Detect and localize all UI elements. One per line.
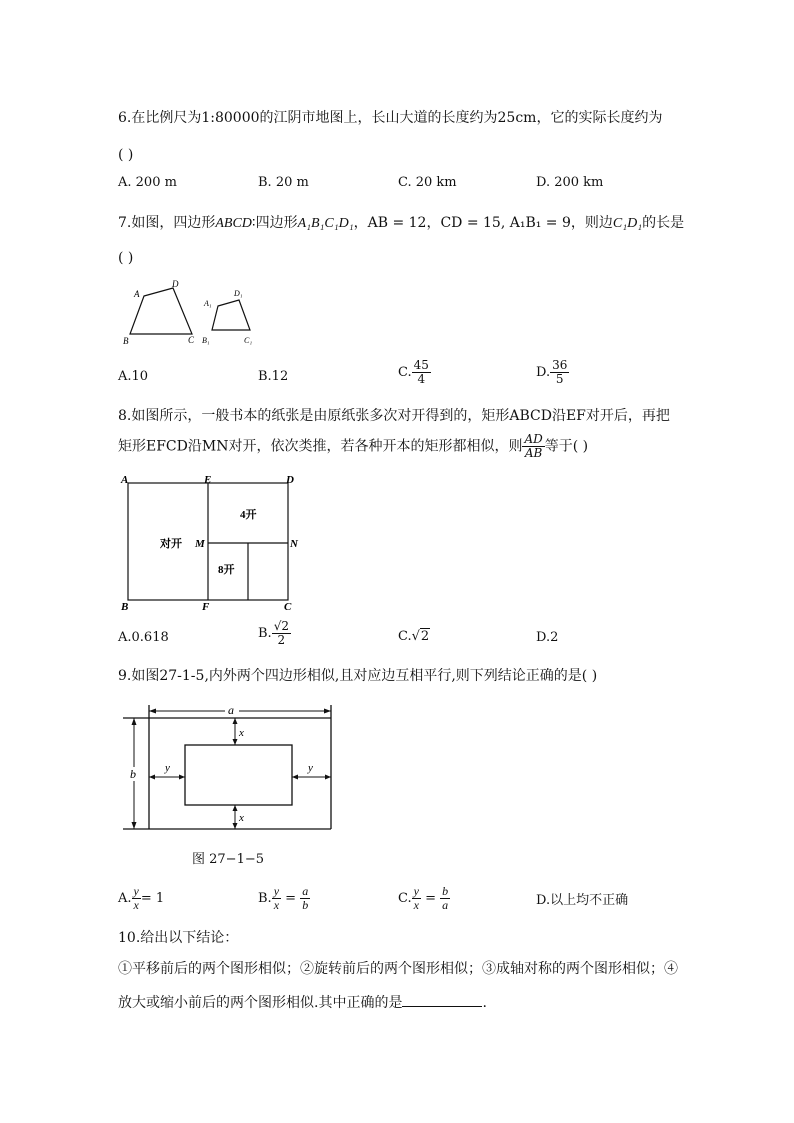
label-b: b — [130, 767, 136, 781]
label-a: a — [228, 703, 234, 717]
q8-option-d: D.2 — [536, 630, 559, 645]
label-m: M — [195, 538, 205, 550]
label-d1: D₁ — [234, 289, 243, 298]
label-c: C — [188, 335, 195, 345]
q7-option-a: A.10 — [118, 369, 149, 384]
label-a: A — [121, 474, 129, 486]
q10-stem: 10.给出以下结论： — [118, 930, 239, 946]
q7-option-c: C. $\frac{45}{4}$ — [398, 358, 429, 386]
q8-option-c: C.√2 — [398, 629, 430, 644]
label-b: B — [121, 601, 129, 613]
q9-figure-caption: 图 27−1−5 — [192, 852, 265, 867]
q9-option-d: D.以上均不正确 — [536, 893, 629, 908]
label-a1: A₁ — [204, 299, 212, 308]
q7-figure — [118, 276, 268, 348]
label-x-bottom: x — [239, 812, 244, 824]
label-n: N — [290, 538, 298, 550]
label-b: B — [123, 336, 129, 346]
label-4kai: 4开 — [240, 509, 257, 521]
label-8kai: 8开 — [218, 564, 235, 576]
label-b1: B₁ — [202, 336, 210, 345]
q7-stem: 7.如图，四边形ABCD∶四边形A₁B₁C₁D₁，AB = 12，CD = 15, A₁B₁ = 9，则边C₁D₁的长是 — [118, 215, 685, 231]
q7-option-d: D. $\frac{36}{5}$ — [536, 358, 568, 386]
q10-answer-blank[interactable] — [402, 994, 482, 1007]
inner-rectangle — [185, 745, 292, 805]
q9-option-b: B. $\frac{y}{x}$ = $\frac{a}{b}$ — [258, 884, 309, 912]
q6-answer-paren: ( ) — [118, 147, 134, 163]
q9-stem: 9.如图27-1-5,内外两个四边形相似,且对应边互相平行,则下列结论正确的是( ) — [118, 668, 598, 684]
label-y-left: y — [165, 762, 170, 774]
q10-line1: ①平移前后的两个图形相似；②旋转前后的两个图形相似；③成轴对称的两个图形相似；④ — [118, 961, 678, 977]
label-c: C — [284, 601, 292, 613]
q6-stem: 6.在比例尺为1:80000的江阴市地图上，长山大道的长度约为25cm，它的实际长度约为 — [118, 110, 663, 126]
q9-option-c: C. $\frac{y}{x}$ = $\frac{b}{a}$ — [398, 884, 449, 912]
q7-answer-paren: ( ) — [118, 250, 134, 266]
label-d: D — [286, 474, 294, 486]
label-y-right: y — [308, 762, 313, 774]
label-duikai: 对开 — [160, 538, 182, 550]
q9-figure — [118, 700, 348, 840]
q6-option-a: A. 200 m — [118, 175, 177, 190]
q8-option-b: B. $\frac{√2}{2}$ — [258, 619, 289, 647]
q9-option-a: A. $\frac{y}{x}$ = 1 — [118, 884, 165, 912]
q6-option-d: D. 200 km — [536, 175, 604, 190]
quad-a1b1c1d1 — [212, 300, 250, 330]
q10-line2: 放大或缩小前后的两个图形相似.其中正确的是 . — [118, 995, 487, 1011]
q7-option-b: B.12 — [258, 369, 289, 384]
q8-stem-line2: 矩形EFCD沿MN对开，依次类推，若各种开本的矩形都相似，则 $\frac{AD}{AB}$ 等于( ) — [118, 432, 589, 460]
label-f: F — [202, 601, 210, 613]
label-e: E — [204, 474, 212, 486]
label-d: D — [172, 279, 179, 289]
label-x-top: x — [239, 727, 244, 739]
q6-option-b: B. 20 m — [258, 175, 309, 190]
q8-stem-line1: 8.如图所示，一般书本的纸张是由原纸张多次对开得到的，矩形ABCD沿EF对开后，再把 — [118, 408, 670, 424]
q8-figure — [118, 473, 308, 613]
q6-option-c: C. 20 km — [398, 175, 457, 190]
label-c1: C₁ — [244, 336, 253, 345]
q8-option-a: A.0.618 — [118, 630, 169, 645]
label-a: A — [134, 289, 140, 299]
